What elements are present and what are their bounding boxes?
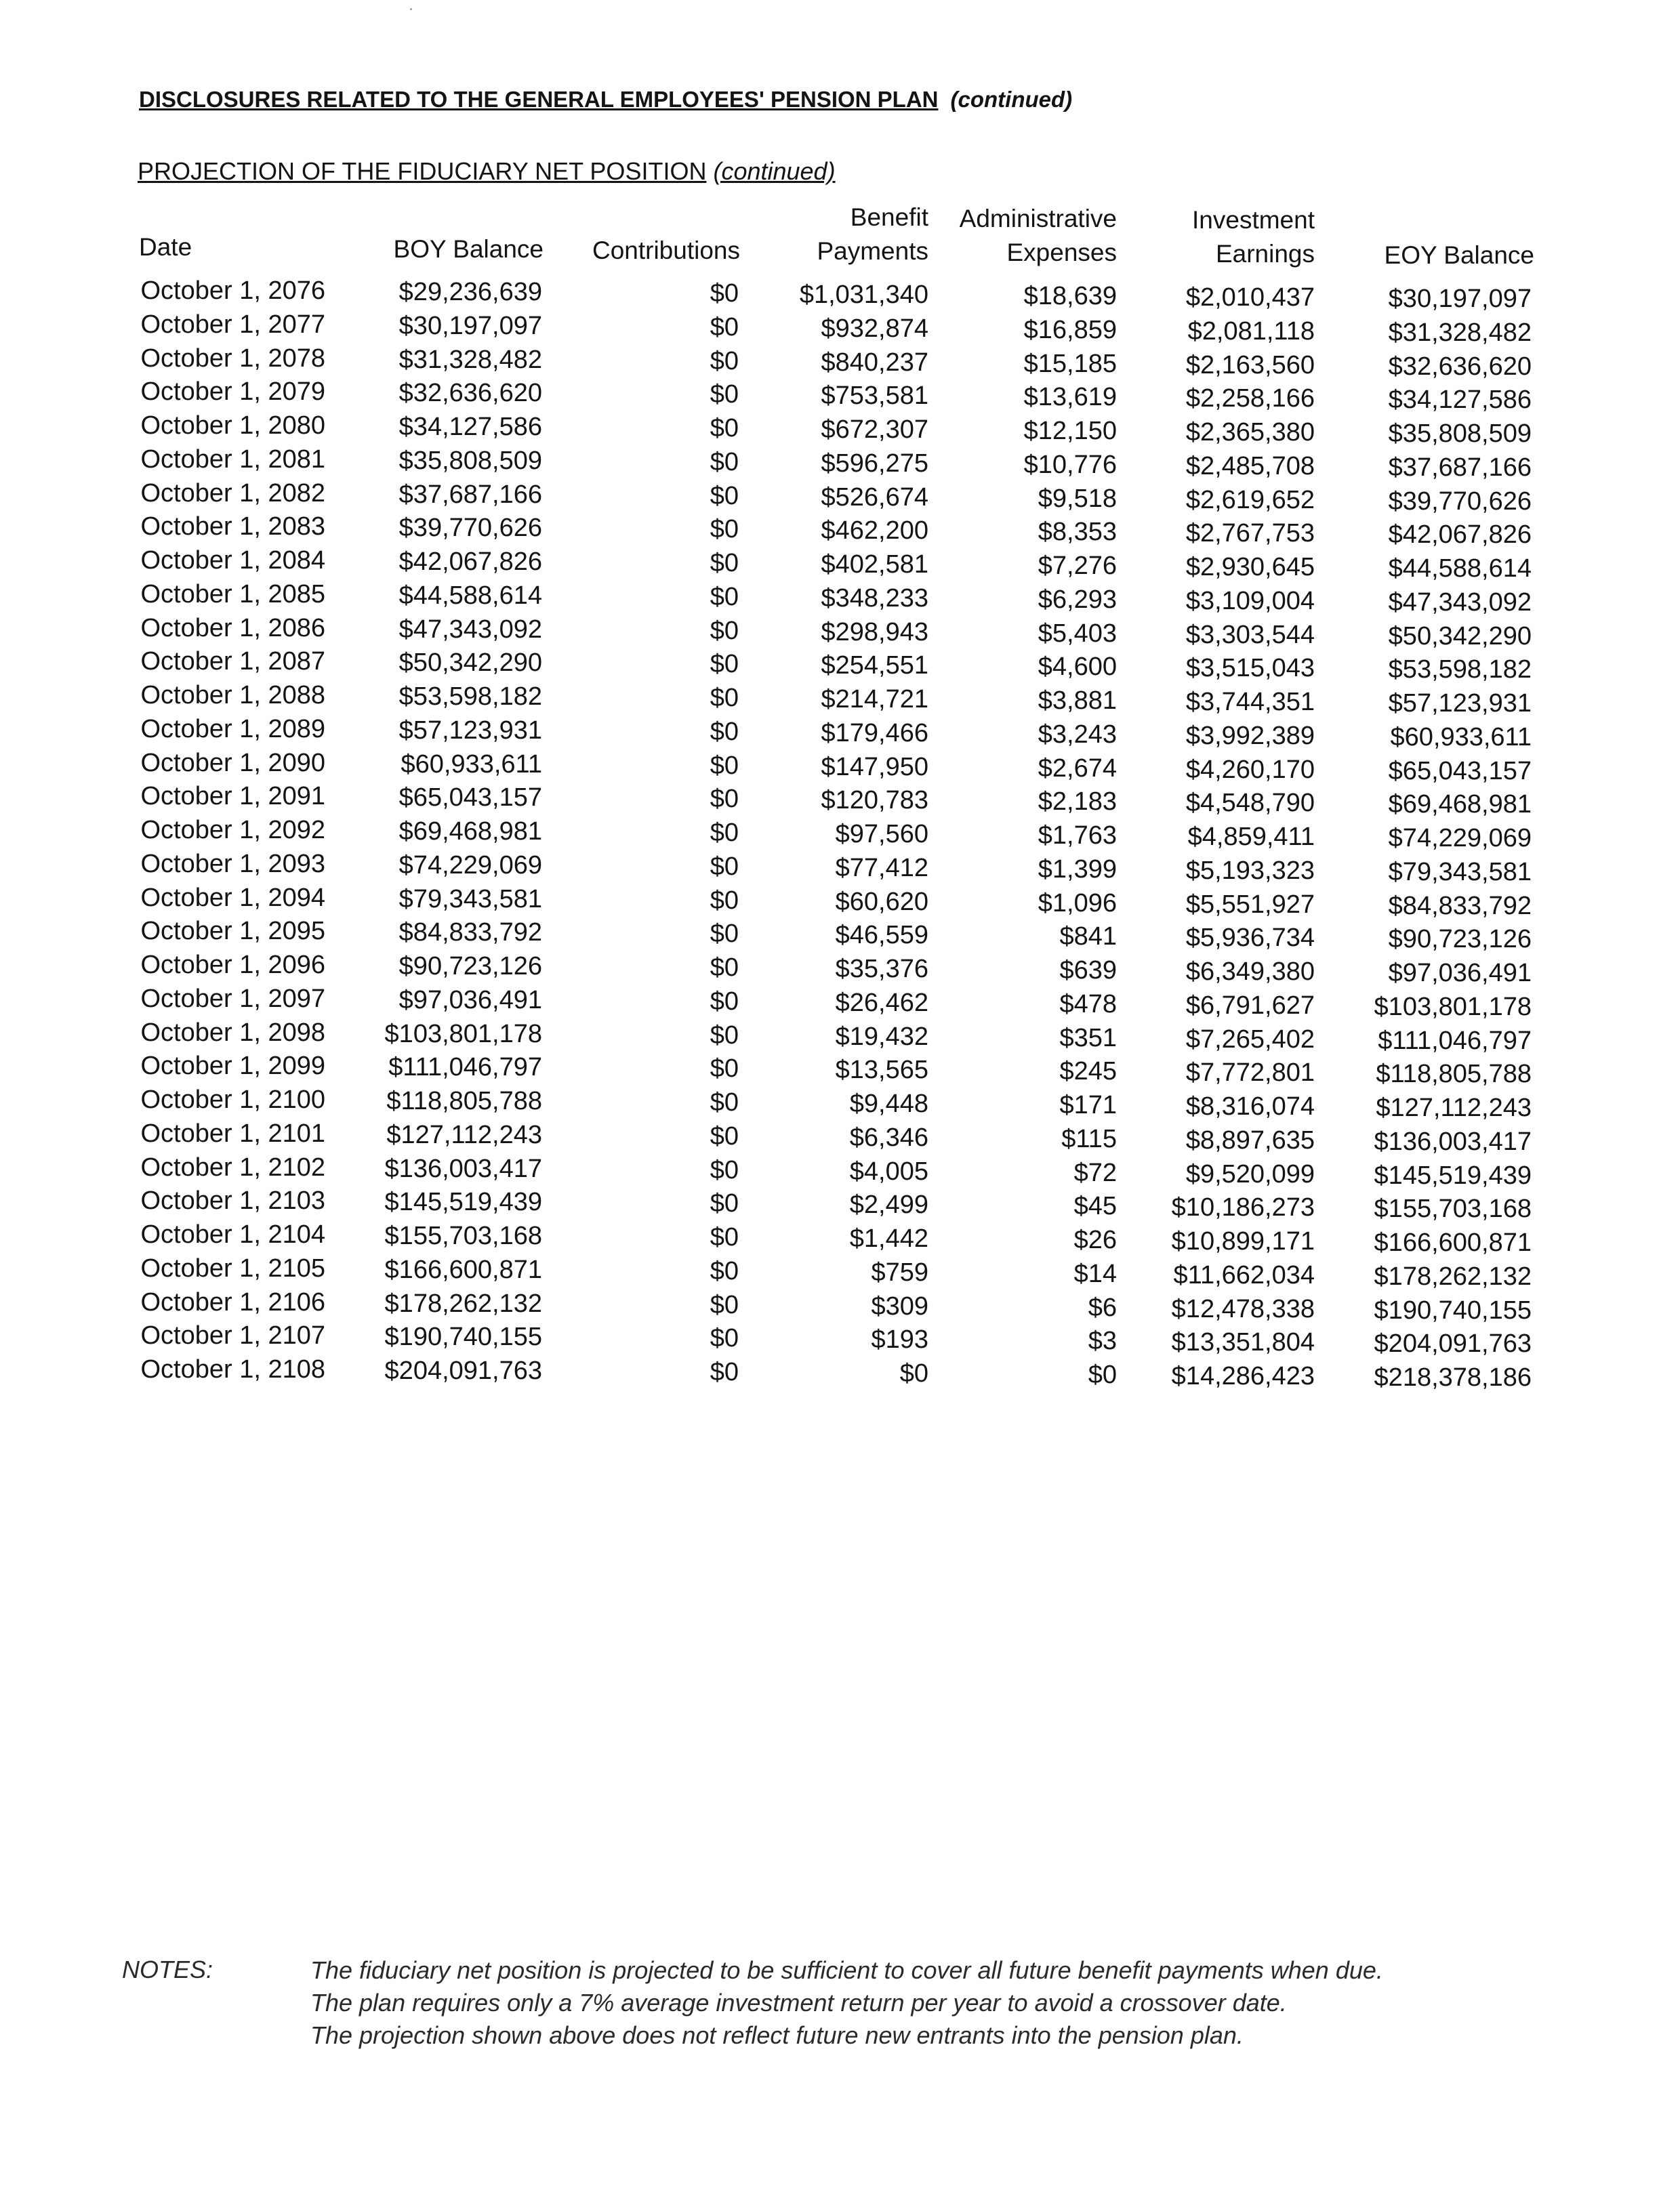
cell-eoy-balance: $69,468,981 [1388,790,1532,819]
cell-eoy-balance: $74,229,069 [1388,824,1532,852]
header-eoy-balance: EOY Balance [1384,241,1534,269]
cell-eoy-balance: $90,723,126 [1388,925,1532,954]
cell-eoy-balance: $37,687,166 [1388,453,1532,482]
cell-eoy-balance: $32,636,620 [1388,352,1532,381]
cell-contributions: $0 [710,1358,739,1386]
cell-investment-earnings: $7,265,402 [1185,1025,1315,1054]
cell-date: October 1, 2102 [140,1153,325,1182]
subtitle-main: PROJECTION OF THE FIDUCIARY NET POSITION [138,157,707,185]
cell-boy-balance: $44,588,614 [398,581,542,610]
cell-boy-balance: $145,519,439 [384,1188,542,1217]
cell-contributions: $0 [710,1223,739,1252]
cell-investment-earnings: $6,349,380 [1185,957,1315,986]
cell-date: October 1, 2088 [140,681,325,709]
cell-benefit-payments: $0 [899,1359,928,1388]
cell-date: October 1, 2076 [140,276,325,305]
cell-date: October 1, 2089 [140,714,325,743]
cell-date: October 1, 2085 [140,579,325,608]
cell-benefit-payments: $759 [871,1258,928,1287]
cell-benefit-payments: $1,442 [849,1224,928,1253]
cell-administrative-expenses: $2,183 [1038,787,1117,817]
cell-investment-earnings: $2,010,437 [1185,283,1315,312]
cell-administrative-expenses: $10,776 [1023,450,1117,479]
table-row [0,644,1680,684]
cell-investment-earnings: $3,109,004 [1185,586,1315,615]
table-row [0,914,1680,954]
header-investment-line2: Earnings [1215,240,1315,268]
cell-date: October 1, 2103 [140,1186,325,1216]
cell-benefit-payments: $526,674 [821,482,928,512]
cell-boy-balance: $34,127,586 [398,413,542,441]
cell-benefit-payments: $35,376 [835,955,928,983]
cell-administrative-expenses: $6,293 [1038,585,1117,614]
cell-benefit-payments: $462,200 [821,516,928,545]
cell-administrative-expenses: $12,150 [1023,417,1117,445]
cell-boy-balance: $65,043,157 [398,783,542,812]
cell-boy-balance: $74,229,069 [398,850,542,880]
cell-date: October 1, 2108 [140,1355,325,1384]
cell-administrative-expenses: $15,185 [1023,349,1117,378]
table-row [0,1083,1680,1122]
cell-date: October 1, 2104 [140,1220,325,1249]
cell-eoy-balance: $166,600,871 [1374,1229,1532,1257]
cell-administrative-expenses: $1,399 [1038,854,1117,884]
cell-investment-earnings: $10,899,171 [1171,1227,1315,1256]
cell-boy-balance: $57,123,931 [398,716,542,745]
cell-investment-earnings: $3,303,544 [1185,620,1315,649]
note-line-1: The fiduciary net position is projected to be sufficient to cover all future benefit payments when due. [310,1956,1383,1984]
cell-administrative-expenses: $351 [1059,1023,1117,1052]
cell-benefit-payments: $77,412 [835,853,928,882]
cell-contributions: $0 [710,987,739,1016]
cell-date: October 1, 2105 [140,1254,325,1283]
cell-administrative-expenses: $3 [1088,1327,1117,1356]
cell-contributions: $0 [710,1324,739,1353]
cell-date: October 1, 2087 [140,647,325,676]
cell-benefit-payments: $193 [871,1325,928,1355]
cell-administrative-expenses: $1,096 [1038,888,1117,917]
cell-administrative-expenses: $841 [1059,922,1117,951]
table-row [0,948,1680,987]
cell-benefit-payments: $596,275 [821,449,928,478]
cell-boy-balance: $42,067,826 [398,548,542,576]
title-suffix: (continued) [950,87,1073,112]
cell-eoy-balance: $111,046,797 [1378,1026,1532,1055]
cell-benefit-payments: $753,581 [821,381,928,411]
table-row [0,847,1680,886]
cell-benefit-payments: $309 [871,1292,928,1321]
cell-eoy-balance: $30,197,097 [1388,285,1532,313]
cell-date: October 1, 2079 [140,377,325,407]
cell-date: October 1, 2077 [140,310,325,339]
table-row [0,1151,1680,1190]
cell-investment-earnings: $6,791,627 [1185,991,1315,1020]
cell-investment-earnings: $5,193,323 [1185,856,1315,885]
cell-eoy-balance: $47,343,092 [1388,587,1532,617]
cell-date: October 1, 2092 [140,816,325,844]
cell-eoy-balance: $53,598,182 [1388,655,1532,684]
cell-boy-balance: $79,343,581 [398,884,542,913]
cell-administrative-expenses: $3,243 [1038,720,1117,749]
cell-date: October 1, 2086 [140,613,325,642]
cell-administrative-expenses: $115 [1061,1124,1117,1153]
cell-boy-balance: $53,598,182 [398,682,542,711]
cell-contributions: $0 [710,920,739,949]
cell-investment-earnings: $5,936,734 [1185,924,1315,953]
cell-investment-earnings: $12,478,338 [1171,1294,1315,1323]
cell-boy-balance: $37,687,166 [398,480,542,509]
cell-eoy-balance: $84,833,792 [1388,891,1532,920]
table-row [0,678,1680,718]
table-row [0,342,1680,381]
cell-administrative-expenses: $245 [1059,1057,1117,1086]
cell-administrative-expenses: $639 [1059,956,1117,985]
title-main: DISCLOSURES RELATED TO THE GENERAL EMPLOYEES' PENSION PLAN [139,87,939,112]
cell-contributions: $0 [710,515,739,544]
cell-benefit-payments: $254,551 [821,651,928,680]
cell-eoy-balance: $103,801,178 [1374,992,1532,1021]
cell-date: October 1, 2083 [140,512,325,541]
cell-eoy-balance: $42,067,826 [1388,520,1532,550]
cell-administrative-expenses: $3,881 [1038,686,1117,715]
cell-administrative-expenses: $6 [1088,1293,1117,1322]
cell-boy-balance: $31,328,482 [398,345,542,374]
cell-eoy-balance: $136,003,417 [1374,1127,1532,1156]
cell-contributions: $0 [710,1189,739,1218]
cell-investment-earnings: $11,662,034 [1173,1260,1315,1289]
cell-investment-earnings: $5,551,927 [1185,890,1315,919]
cell-boy-balance: $39,770,626 [398,514,542,543]
cell-eoy-balance: $79,343,581 [1388,857,1532,886]
table-row [0,308,1680,347]
table-row [0,1218,1680,1257]
cell-administrative-expenses: $14 [1073,1259,1117,1288]
cell-contributions: $0 [710,717,739,746]
cell-investment-earnings: $8,897,635 [1185,1126,1315,1155]
cell-administrative-expenses: $8,353 [1038,518,1117,547]
cell-contributions: $0 [710,1121,739,1151]
cell-eoy-balance: $118,805,788 [1376,1060,1532,1089]
header-benefit-line2: Payments [817,237,928,265]
cell-contributions: $0 [710,481,739,510]
cell-investment-earnings: $8,316,074 [1185,1092,1315,1121]
cell-administrative-expenses: $26 [1073,1226,1117,1254]
cell-benefit-payments: $298,943 [821,617,928,646]
cell-contributions: $0 [710,852,739,881]
cell-boy-balance: $136,003,417 [384,1154,542,1183]
cell-boy-balance: $127,112,243 [386,1120,542,1149]
cell-investment-earnings: $13,351,804 [1171,1328,1315,1357]
cell-contributions: $0 [710,380,739,409]
cell-boy-balance: $35,808,509 [398,446,542,475]
cell-eoy-balance: $97,036,491 [1388,959,1532,987]
cell-boy-balance: $84,833,792 [398,918,542,947]
cell-benefit-payments: $26,462 [835,988,928,1017]
cell-investment-earnings: $14,286,423 [1171,1362,1315,1390]
cell-date: October 1, 2096 [140,951,325,979]
cell-boy-balance: $204,091,763 [384,1357,542,1385]
cell-administrative-expenses: $13,619 [1023,383,1117,412]
cell-contributions: $0 [710,953,739,982]
header-date: Date [139,233,192,261]
cell-boy-balance: $32,636,620 [398,379,542,408]
header-admin-line2: Expenses [1006,239,1117,266]
cell-eoy-balance: $190,740,155 [1374,1296,1532,1325]
cell-contributions: $0 [710,549,739,577]
cell-administrative-expenses: $7,276 [1038,552,1117,580]
cell-contributions: $0 [710,616,739,645]
cell-investment-earnings: $3,744,351 [1185,688,1315,716]
cell-boy-balance: $166,600,871 [384,1255,542,1284]
header-boy-balance: BOY Balance [393,235,544,263]
cell-boy-balance: $90,723,126 [398,952,542,981]
cell-administrative-expenses: $1,763 [1038,821,1117,850]
cell-date: October 1, 2093 [140,849,325,878]
cell-boy-balance: $103,801,178 [384,1019,542,1048]
cell-date: October 1, 2091 [140,782,325,811]
cell-date: October 1, 2099 [140,1052,325,1081]
table-row [0,510,1680,550]
cell-eoy-balance: $60,933,611 [1390,722,1532,751]
cell-date: October 1, 2090 [140,748,325,777]
cell-administrative-expenses: $16,859 [1023,315,1117,344]
note-line-3: The projection shown above does not reflect future new entrants into the pension plan. [310,2021,1244,2049]
cell-eoy-balance: $34,127,586 [1388,386,1532,415]
cell-investment-earnings: $2,163,560 [1185,350,1315,379]
cell-benefit-payments: $19,432 [835,1022,928,1051]
cell-contributions: $0 [710,582,739,611]
cell-contributions: $0 [710,785,739,814]
cell-administrative-expenses: $0 [1088,1361,1117,1389]
cell-administrative-expenses: $2,674 [1038,754,1117,783]
table-row [0,476,1680,516]
header-investment-line1: Investment [1192,206,1315,234]
cell-eoy-balance: $204,091,763 [1374,1329,1532,1359]
cell-investment-earnings: $3,992,389 [1185,721,1315,750]
cell-administrative-expenses: $5,403 [1038,619,1117,648]
cell-benefit-payments: $840,237 [821,348,928,377]
table-row [0,274,1680,313]
cell-boy-balance: $29,236,639 [398,278,542,306]
cell-administrative-expenses: $45 [1073,1192,1117,1221]
cell-contributions: $0 [710,1290,739,1319]
table-row [0,1353,1680,1392]
cell-boy-balance: $69,468,981 [398,817,542,846]
cell-investment-earnings: $7,772,801 [1185,1058,1315,1088]
cell-eoy-balance: $35,808,509 [1388,419,1532,448]
table-row [0,1184,1680,1224]
cell-administrative-expenses: $18,639 [1023,282,1117,310]
cell-date: October 1, 2095 [140,917,325,946]
table-row [0,982,1680,1021]
cell-boy-balance: $47,343,092 [398,615,542,644]
table-row [0,779,1680,819]
cell-investment-earnings: $2,619,652 [1185,485,1315,514]
cell-eoy-balance: $145,519,439 [1374,1161,1532,1190]
cell-boy-balance: $30,197,097 [398,311,542,340]
cell-eoy-balance: $155,703,168 [1374,1195,1532,1224]
page-subtitle [138,157,836,186]
cell-contributions: $0 [710,1054,739,1083]
cell-benefit-payments: $402,581 [821,550,928,579]
note-line-2: The plan requires only a 7% average investment return per year to avoid a crossover date. [310,1989,1287,2017]
cell-contributions: $0 [710,751,739,780]
cell-benefit-payments: $60,620 [835,887,928,916]
cell-date: October 1, 2106 [140,1287,325,1317]
cell-contributions: $0 [710,1256,739,1285]
cell-administrative-expenses: $478 [1059,989,1117,1018]
cell-administrative-expenses: $171 [1059,1091,1117,1119]
table-row [0,442,1680,482]
cell-date: October 1, 2097 [140,984,325,1013]
cell-investment-earnings: $2,258,166 [1185,384,1315,413]
table-row [0,1319,1680,1359]
cell-date: October 1, 2107 [140,1321,325,1350]
cell-benefit-payments: $13,565 [835,1056,928,1085]
table-row [0,1016,1680,1055]
cell-eoy-balance: $50,342,290 [1388,621,1532,651]
header-admin-line1: Administrative [959,205,1117,232]
cell-benefit-payments: $672,307 [821,415,928,444]
cell-administrative-expenses: $4,600 [1038,653,1117,682]
cell-benefit-payments: $932,874 [821,314,928,343]
table-row [0,1285,1680,1325]
cell-benefit-payments: $147,950 [821,752,928,781]
cell-boy-balance: $50,342,290 [398,648,542,678]
cell-boy-balance: $118,805,788 [386,1087,542,1115]
table-row [0,881,1680,920]
cell-investment-earnings: $2,365,380 [1185,418,1315,447]
cell-contributions: $0 [710,279,739,308]
cell-date: October 1, 2080 [140,411,325,440]
table-row [0,1049,1680,1089]
cell-administrative-expenses: $72 [1073,1158,1117,1187]
cell-boy-balance: $155,703,168 [384,1222,542,1250]
cell-benefit-payments: $9,448 [849,1090,928,1118]
table-row [0,1117,1680,1156]
cell-eoy-balance: $39,770,626 [1388,487,1532,516]
cell-boy-balance: $60,933,611 [401,749,542,779]
cell-contributions: $0 [710,684,739,712]
cell-eoy-balance: $57,123,931 [1388,689,1532,718]
cell-benefit-payments: $46,559 [835,921,928,950]
cell-benefit-payments: $1,031,340 [799,281,928,309]
table-row [0,746,1680,785]
table-row [0,409,1680,448]
cell-eoy-balance: $218,378,186 [1374,1363,1532,1392]
table-row [0,611,1680,651]
cell-benefit-payments: $2,499 [849,1191,928,1220]
cell-benefit-payments: $348,233 [821,583,928,613]
cell-contributions: $0 [710,1088,739,1117]
cell-investment-earnings: $3,515,043 [1185,654,1315,683]
cell-investment-earnings: $2,767,753 [1185,519,1315,548]
cell-date: October 1, 2078 [140,344,325,373]
cell-date: October 1, 2084 [140,546,325,575]
cell-date: October 1, 2101 [140,1119,325,1148]
cell-benefit-payments: $6,346 [849,1123,928,1152]
page-title [139,87,1072,112]
cell-boy-balance: $97,036,491 [398,985,542,1014]
cell-benefit-payments: $179,466 [821,718,928,747]
table-row [0,543,1680,583]
cell-contributions: $0 [710,886,739,915]
cell-contributions: $0 [710,1155,739,1184]
cell-investment-earnings: $2,081,118 [1187,316,1315,346]
cell-investment-earnings: $2,485,708 [1185,451,1315,480]
subtitle-suffix: (continued) [713,157,836,185]
cell-benefit-payments: $97,560 [835,820,928,848]
table-row [0,375,1680,415]
cell-investment-earnings: $4,859,411 [1187,823,1315,851]
cell-investment-earnings: $10,186,273 [1171,1193,1315,1222]
notes-text [310,1954,1383,2052]
cell-benefit-payments: $4,005 [849,1157,928,1186]
cell-investment-earnings: $9,520,099 [1185,1159,1315,1189]
table-row [0,712,1680,751]
cell-boy-balance: $111,046,797 [388,1053,542,1082]
table-row [0,813,1680,852]
table-row [0,577,1680,617]
cell-investment-earnings: $4,260,170 [1185,755,1315,784]
cell-date: October 1, 2094 [140,883,325,912]
cell-investment-earnings: $2,930,645 [1185,553,1315,581]
cell-date: October 1, 2100 [140,1086,325,1114]
cell-boy-balance: $178,262,132 [384,1289,542,1318]
cell-contributions: $0 [710,346,739,375]
cell-contributions: $0 [710,650,739,679]
table-row [0,1252,1680,1291]
cell-contributions: $0 [710,414,739,442]
cell-boy-balance: $190,740,155 [384,1323,542,1352]
cell-eoy-balance: $178,262,132 [1374,1262,1532,1291]
cell-contributions: $0 [710,447,739,476]
header-contributions: Contributions [592,236,740,264]
cell-benefit-payments: $120,783 [821,786,928,815]
cell-eoy-balance: $44,588,614 [1388,554,1532,583]
cell-administrative-expenses: $9,518 [1038,484,1117,513]
cell-investment-earnings: $4,548,790 [1185,789,1315,818]
header-benefit-line1: Benefit [850,203,928,231]
cell-contributions: $0 [710,312,739,342]
scan-speck [410,8,412,10]
cell-contributions: $0 [710,1020,739,1050]
cell-date: October 1, 2082 [140,478,325,508]
cell-eoy-balance: $31,328,482 [1388,318,1532,347]
notes-label: NOTES: [122,1956,213,1983]
cell-contributions: $0 [710,819,739,847]
cell-date: October 1, 2098 [140,1018,325,1047]
cell-eoy-balance: $127,112,243 [1376,1094,1532,1122]
cell-benefit-payments: $214,721 [821,685,928,714]
cell-eoy-balance: $65,043,157 [1388,756,1532,785]
cell-date: October 1, 2081 [140,445,325,474]
